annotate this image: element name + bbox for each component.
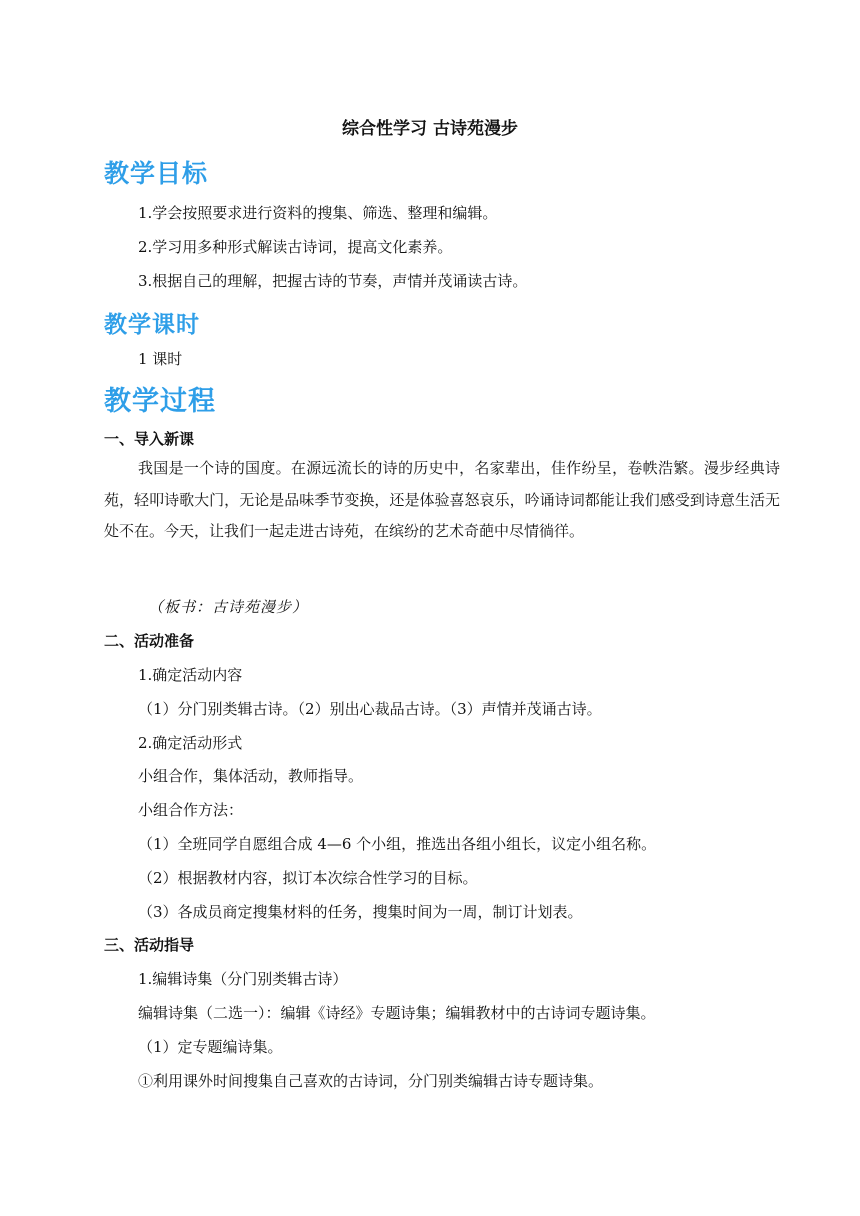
section-3-line: 编辑诗集（二选一）：编辑《诗经》专题诗集；编辑教材中的古诗词专题诗集。 bbox=[138, 1004, 656, 1022]
goal-item-3: 3.根据自己的理解，把握古诗的节奏，声情并茂诵读古诗。 bbox=[138, 272, 528, 290]
document-title: 综合性学习 古诗苑漫步 bbox=[342, 119, 518, 139]
section-2-line: 小组合作，集体活动，教师指导。 bbox=[138, 767, 364, 785]
section-1-title: 一、导入新课 bbox=[104, 430, 195, 448]
goal-item-1: 1.学会按照要求进行资料的搜集、筛选、整理和编辑。 bbox=[138, 204, 498, 222]
section-3-line: ①利用课外时间搜集自己喜欢的古诗词，分门别类编辑古诗专题诗集。 bbox=[138, 1072, 604, 1090]
section-3-line: 1.编辑诗集（分门别类辑古诗） bbox=[138, 970, 348, 988]
section-3-title: 三、活动指导 bbox=[104, 936, 195, 954]
goals-heading: 教学目标 bbox=[104, 159, 209, 188]
section-2-line: 2.确定活动形式 bbox=[138, 734, 243, 752]
hours-heading: 教学课时 bbox=[104, 312, 200, 338]
section-2-line: （3）各成员商定搜集材料的任务，搜集时间为一周，制订计划表。 bbox=[138, 903, 583, 921]
section-2-line: （1）分门别类辑古诗。（2）别出心裁品古诗。（3）声情并茂诵古诗。 bbox=[138, 700, 602, 718]
board-note: （板书：古诗苑漫步） bbox=[148, 598, 309, 616]
section-3-line: （1）定专题编诗集。 bbox=[138, 1038, 283, 1056]
goal-item-2: 2.学习用多种形式解读古诗词，提高文化素养。 bbox=[138, 238, 453, 256]
section-2-line: （1）全班同学自愿组合成 4—6 个小组，推选出各组小组长，议定小组名称。 bbox=[138, 835, 657, 853]
section-2-title: 二、活动准备 bbox=[104, 632, 195, 650]
hours-value: 1 课时 bbox=[138, 350, 183, 368]
section-1-paragraph: 我国是一个诗的国度。在源远流长的诗的历史中，名家辈出，佳作纷呈，卷帙浩繁。漫步经典诗苑，轻叩诗歌大门，无论是品味季节变换，还是体验喜怒哀乐，吟诵诗词都能让我们感受到诗意生活无处不在。今天，让我们一起走进古诗苑，在缤纷的艺术奇葩中尽情徜徉。 bbox=[104, 459, 780, 540]
section-2-line: 小组合作方法： bbox=[138, 801, 244, 819]
section-2-line: （2）根据教材内容，拟订本次综合性学习的目标。 bbox=[138, 869, 478, 887]
section-2-line: 1.确定活动内容 bbox=[138, 666, 243, 684]
process-heading: 教学过程 bbox=[104, 386, 216, 417]
